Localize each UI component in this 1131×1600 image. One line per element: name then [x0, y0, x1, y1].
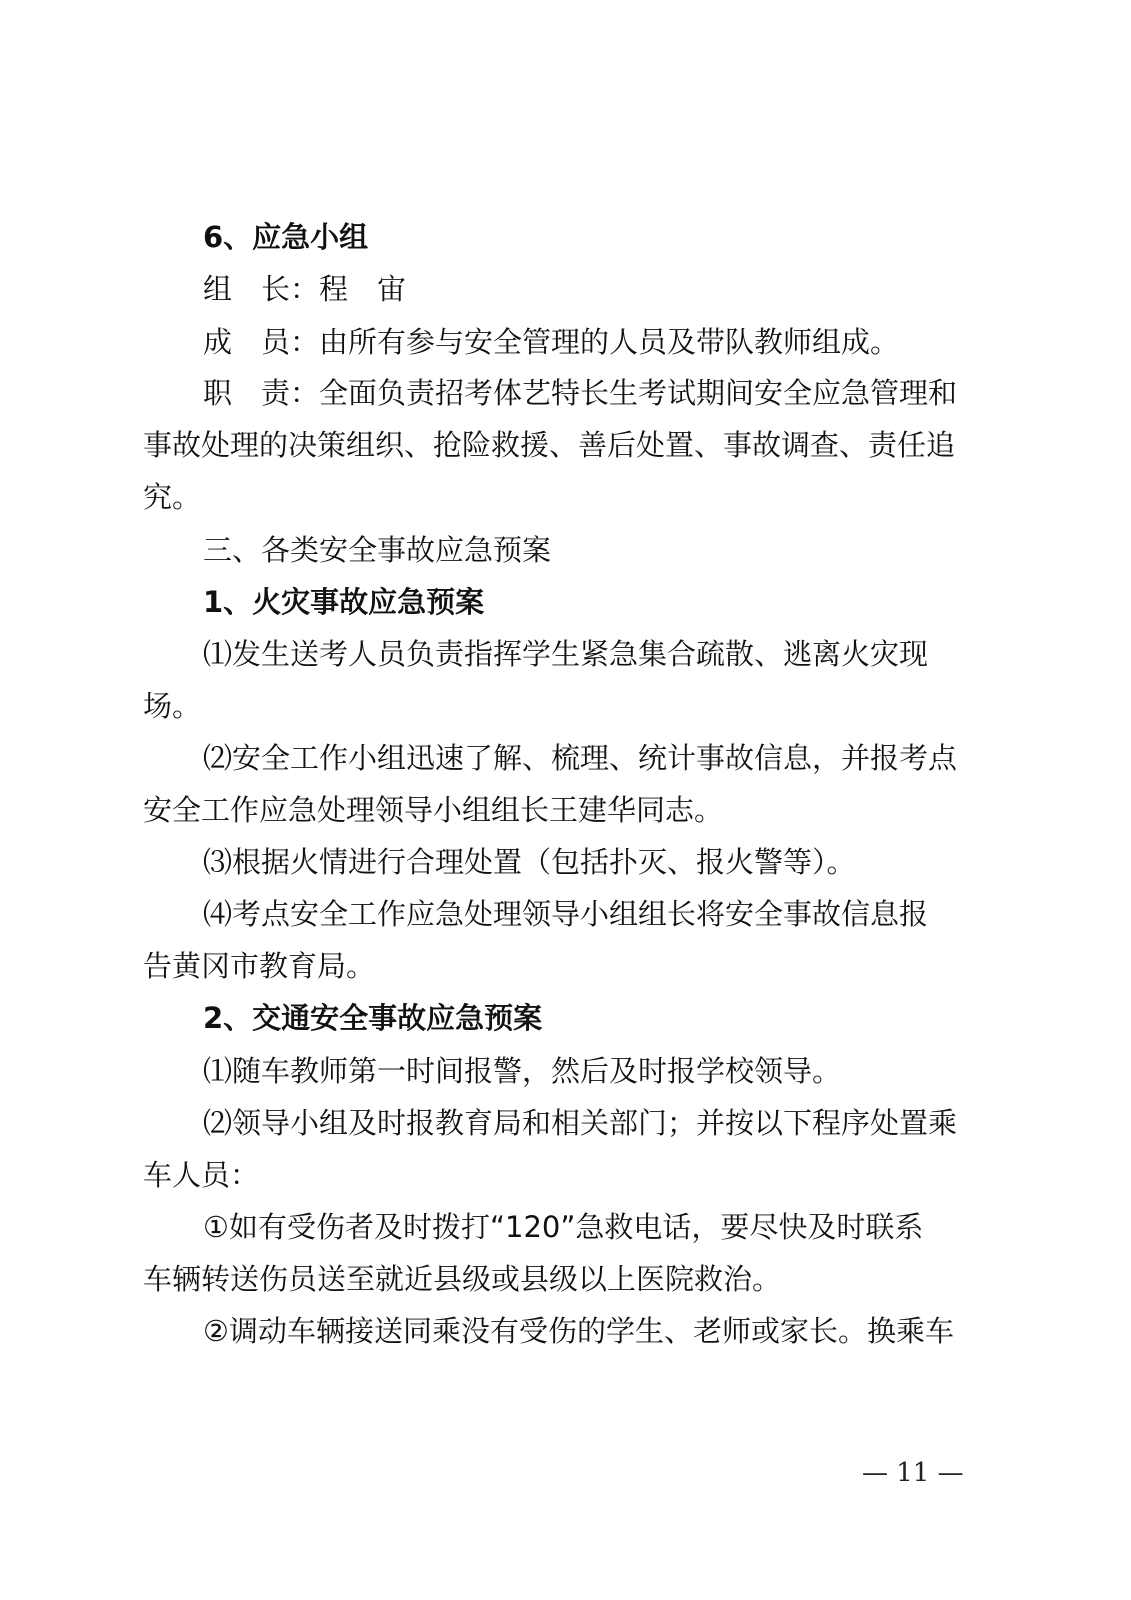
fire-item-1-line-1: ⑴发生送考人员负责指挥学生紧急集合疏散、逃离火灾现 — [203, 637, 929, 671]
team-duties-line-2: 事故处理的决策组织、抢险救援、善后处置、事故调查、责任追 — [143, 428, 956, 462]
team-leader-line: 组 长：程 宙 — [203, 272, 407, 306]
traffic-item-2-line-1: ⑵领导小组及时报教育局和相关部门；并按以下程序处置乘 — [203, 1106, 958, 1140]
fire-item-4-line-2: 告黄冈市教育局。 — [143, 949, 376, 983]
page-number: — 11 — — [862, 1458, 964, 1488]
team-members-line: 成 员：由所有参与安全管理的人员及带队教师组成。 — [203, 325, 900, 359]
fire-plan-heading: 1、火灾事故应急预案 — [203, 585, 485, 619]
section-6-heading: 6、应急小组 — [203, 220, 369, 254]
fire-item-2-line-2: 安全工作应急处理领导小组组长王建华同志。 — [143, 793, 724, 827]
fire-item-2-line-1: ⑵安全工作小组迅速了解、梳理、统计事故信息，并报考点 — [203, 741, 958, 775]
fire-item-1-line-2: 场。 — [143, 689, 202, 723]
fire-item-4-line-1: ⑷考点安全工作应急处理领导小组组长将安全事故信息报 — [203, 897, 929, 931]
traffic-subitem-2-line-1: ②调动车辆接送同乘没有受伤的学生、老师或家长。换乘车 — [203, 1314, 954, 1348]
traffic-item-1-line-1: ⑴随车教师第一时间报警，然后及时报学校领导。 — [203, 1054, 842, 1088]
part-3-heading: 三、各类安全事故应急预案 — [203, 533, 552, 567]
fire-item-3-line-1: ⑶根据火情进行合理处置（包括扑灭、报火警等）。 — [203, 845, 856, 879]
team-duties-line-1: 职 责：全面负责招考体艺特长生考试期间安全应急管理和 — [203, 376, 958, 410]
traffic-item-2-line-2: 车人员： — [143, 1158, 260, 1192]
traffic-subitem-1-line-1: ①如有受伤者及时拨打“120”急救电话，要尽快及时联系 — [203, 1210, 924, 1244]
team-duties-line-3: 究。 — [143, 480, 202, 514]
traffic-subitem-1-line-2: 车辆转送伤员送至就近县级或县级以上医院救治。 — [143, 1262, 782, 1296]
traffic-plan-heading: 2、交通安全事故应急预案 — [203, 1001, 543, 1035]
